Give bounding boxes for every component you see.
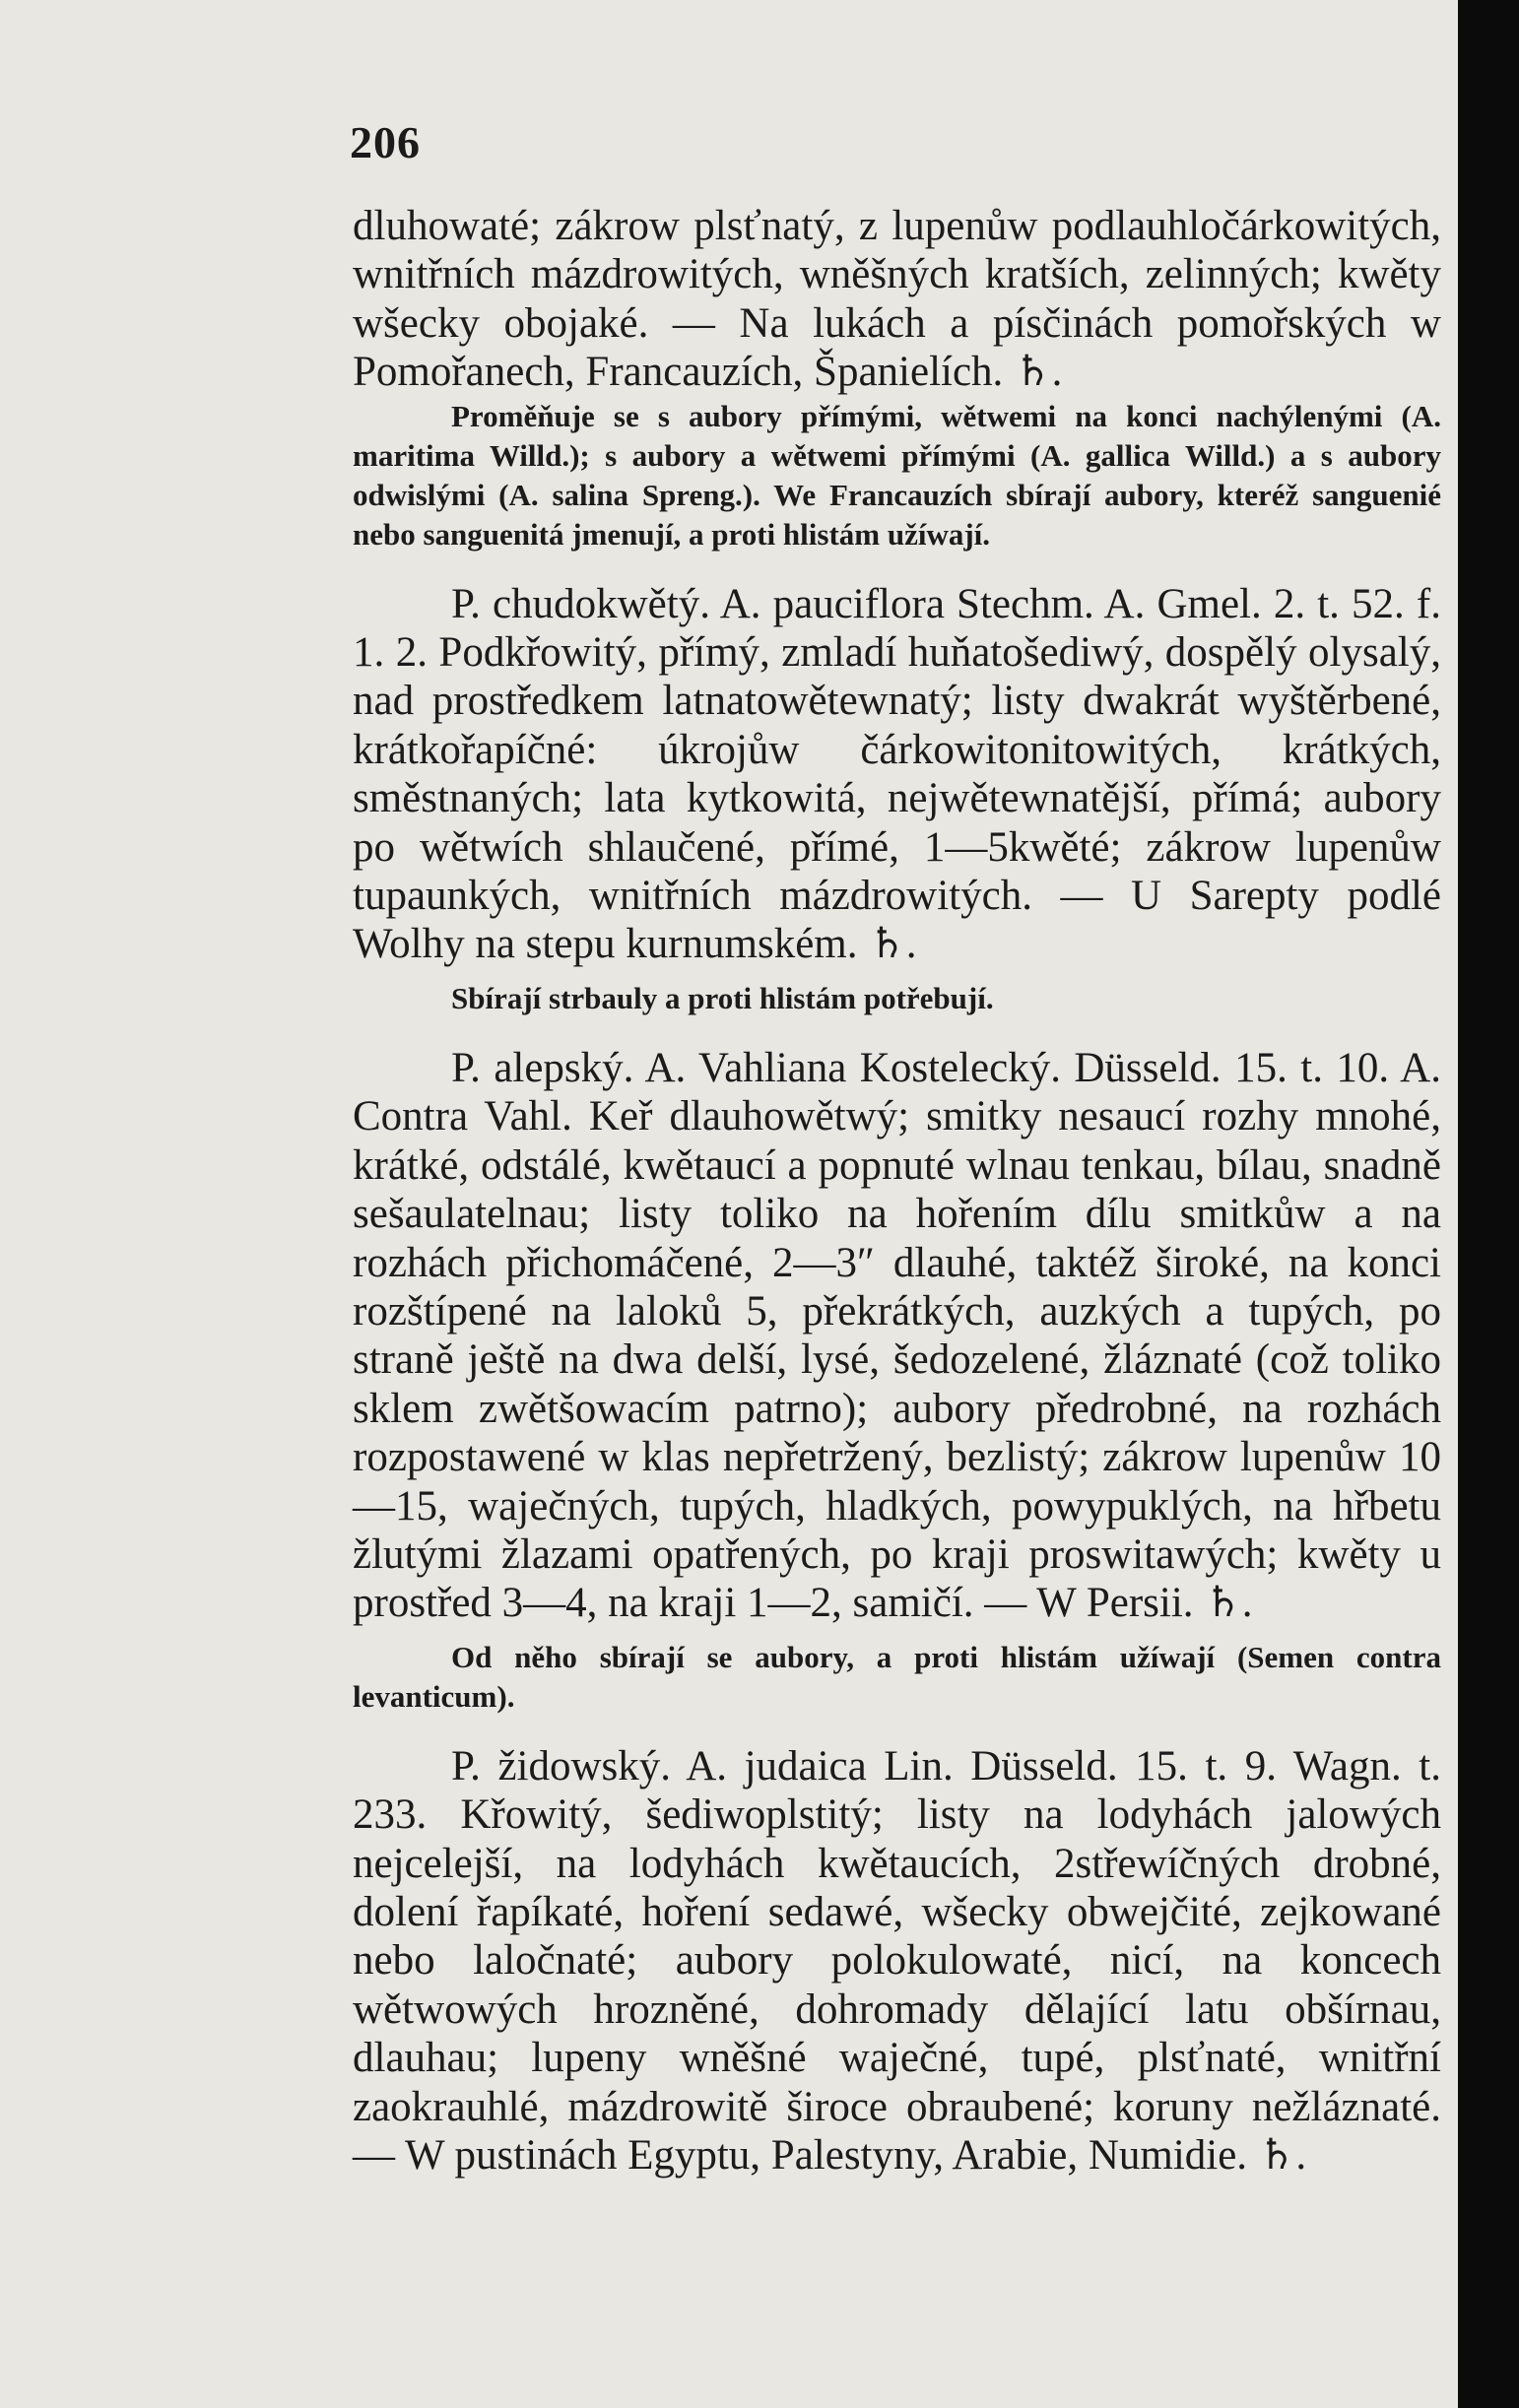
entry-vahliana: P. alepský. A. Vahliana Kostelecký. Düsseld. 15. t. 10. A. Contra Vahl. Keř dlauhowětwý; smitky nesaucí rozhy mnohé, krátké, odstálé, kwětaucí a popnuté wlnau tenkau, bílau, snadně sešaulatelnau; listy toliko na hořením dílu smitkůw a na rozhách přichomáčené, 2—3″ dlauhé, taktéž široké, na konci rozštípené na laloků 5, překrátkých, auzkých a tupých, po straně ještě na dwa delší, lysé, šedozelené, žláznaté (což toliko sklem zwětšowacím patrno); aubory předrobné, na rozhách rozpostawené w klas nepřetržený, bezlistý; zákrow lupenůw 10—15, waječných, tupých, hladkých, powypuklých, na hřbetu žlutými žlazami opatřených, po kraji proswitawých; kwěty u prostřed 3—4, na kraji 1—2, samičí. — W Persii. ♄. (353, 1044, 1441, 1627)
entry-pauciflora: P. chudokwětý. A. pauciflora Stechm. A. Gmel. 2. t. 52. f. 1. 2. Podkřowitý, přímý, zmladí huňatošediwý, dospělý olysalý, nad prostředkem latnatowětewnatý; listy dwakrát wyštěrbené, krátkořapíčné: úkrojůw čárkowitonitowitých, krátkých, směstnaných; lata kytkowitá, nejwětewnatější, přímá; aubory po wětwích shlaučené, přímé, 1—5kwěté; zákrow lupenůw tupaunkých, wnitřních mázdrowitých. — U Sarepty podlé Wolhy na stepu kurnumském. ♄. (353, 580, 1441, 968)
page-number: 206 (350, 117, 421, 167)
note-varieties: Proměňuje se s aubory přímými, wětwemi na konci nachýlenými (A. maritima Willd.); s aubory a wětwemi přímými (A. gallica Willd.) a s aubory odwislými (A. salina Spreng.). We Francauzích sbírají aubory, kteréž sanguenié nebo sanguenitá jmenují, a proti hlistám užíwají. (353, 398, 1441, 552)
note-vahliana: Od něho sbírají se aubory, a proti hlistám užíwají (Semen contra levanticum). (353, 1639, 1441, 1714)
entry-judaica: P. židowský. A. judaica Lin. Düsseld. 15. t. 9. Wagn. t. 233. Křowitý, šediwoplstitý; listy na lodyhách jalowých nejcelejší, na lodyhách kwětaucích, 2střewíčných drobné, dolení řapíkaté, hoření sedawé, wšecky obwejčité, zejkowané nebo laločnaté; aubory polokulowaté, nicí, na koncech wětwowých hrozněné, dohromady dělající latu obšírnau, dlauhau; lupeny wněšné waječné, tupé, plsťnaté, wnitřní zaokrauhlé, mázdrowitě široce obraubené; koruny nežláznaté. — W pustinách Egyptu, Palestyny, Arabie, Numidie. ♄. (353, 1742, 1441, 2179)
note-pauciflora: Sbírají strbauly a proti hlistám potřebují. (451, 980, 994, 1015)
paragraph-continuation: dluhowaté; zákrow plsťnatý, z lupenůw podlauhločárkowitých, wnitřních mázdrowitých, wněšných kratších, zelinných; kwěty wšecky obojaké. — Na lukách a písčinách pomořských w Pomořanech, Francauzích, Španielích. ♄. (353, 203, 1441, 396)
text-body (353, 202, 1441, 2180)
